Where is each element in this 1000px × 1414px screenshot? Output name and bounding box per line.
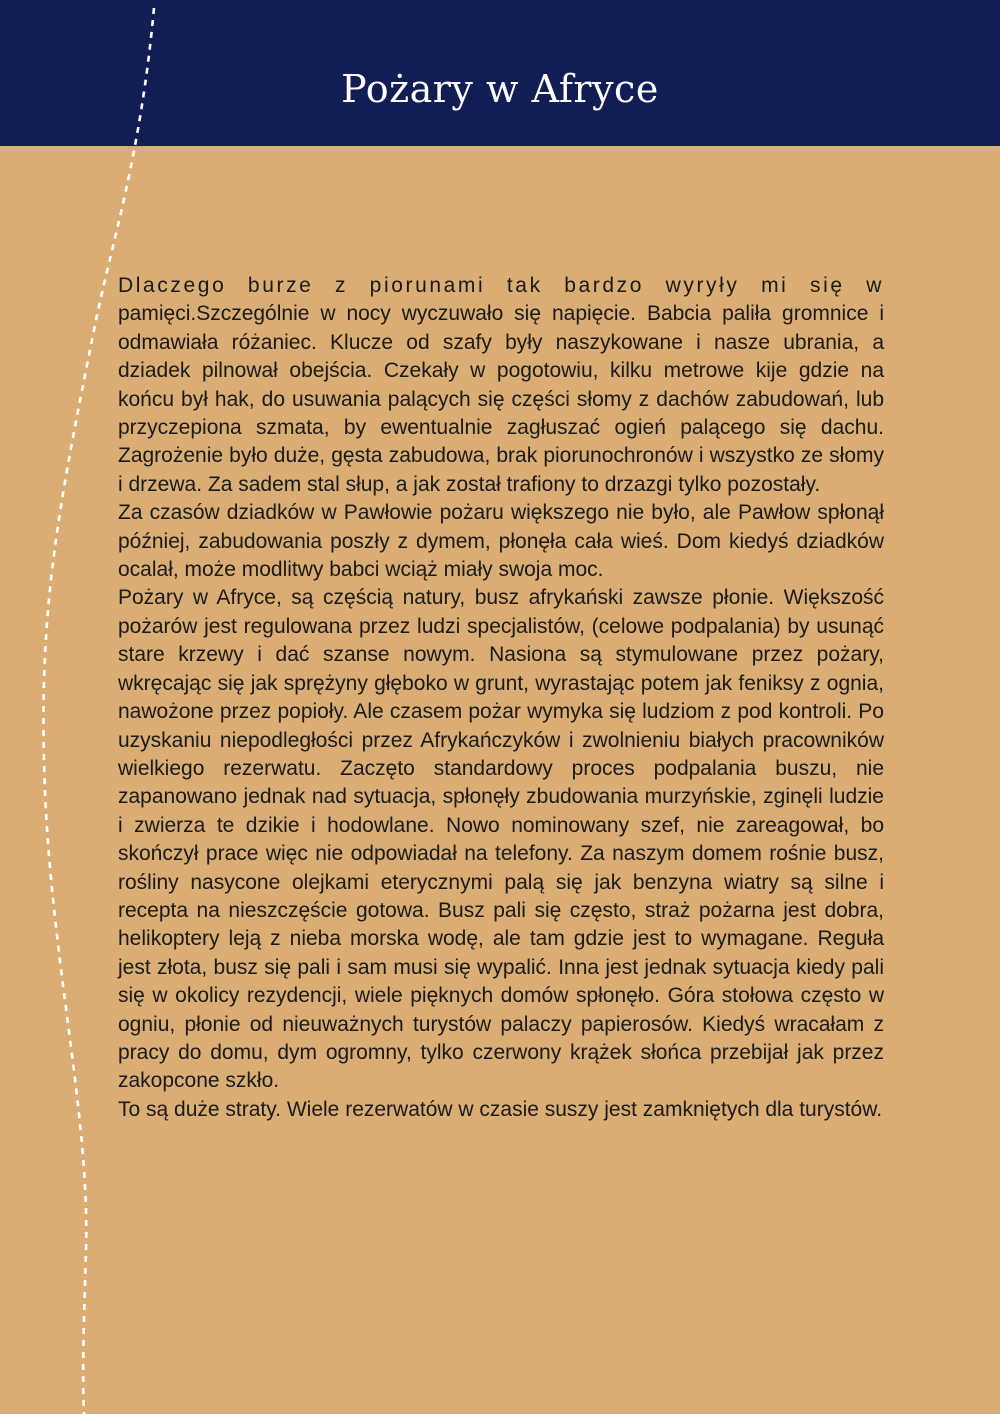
article-paragraph-1: Dlaczego burze z piorunami tak bardzo wyryły mi się w pamięci.Szczególnie w nocy wyczuwało się napięcie. Babcia paliła gromnice i odmawiała różaniec. Klucze od szafy były naszykowane i nasze ubrania, a dziadek pilnował obejścia. Czekały w pogotowiu, kilku metrowe kije gdzie na końcu był hak, do usuwania palących się części słomy z dachów zabudowań, lub przyczepiona szmata, by ewentualnie zagłuszać ogień palącego się dachu. Zagrożenie było duże, gęsta zabudowa, brak piorunochronów i wszystko ze słomy i drzewa. Za sadem stal słup, a jak został trafiony to drzazgi tylko pozostały. — [118, 274, 884, 496]
page-title: Pożary w Afryce — [341, 67, 659, 111]
article-body — [118, 272, 884, 1124]
article-paragraph-3: Pożary w Afryce, są częścią natury, busz afrykański zawsze płonie. Większość pożarów jest regulowana przez ludzi specjalistów, (celowe podpalania) by usunąć stare krzewy i dać szanse nowym. Nasiona są stymulowane przez pożary, wkręcając się jak sprężyny głęboko w grunt, wyrastając potem jak feniksy z ognia, nawożone przez popioły. Ale czasem pożar wymyka się ludziom z pod kontroli. Po uzyskaniu niepodległości przez Afrykańczyków i zwolnieniu białych pracowników wielkiego rezerwatu. Zaczęto standardowy proces podpalania buszu, nie zapanowano jednak nad sytuacja, spłonęły zbudowania murzyńskie, zginęli ludzie i zwierza te dzikie i hodowlane. Nowo nominowany szef, nie zareagował, bo skończył prace więc nie odpowiadał na telefony. Za naszym domem rośnie busz, rośliny nasycone olejkami eterycznymi palą się jak benzyna wiatry są silne i recepta na nieszczęście gotowa. Busz pali się często, straż pożarna jest dobra, helikoptery leją z nieba morska wodę, ale tam gdzie jest to wymagane. Reguła jest złota, busz się pali i sam musi się wypalić. Inna jest jednak sytuacja kiedy pali się w okolicy rezydencji, wiele pięknych domów spłonęło. Góra stołowa często w ogniu, płonie od nieuważnych turystów palaczy papierosów. Kiedyś wracałam z pracy do domu, dym ogromny, tylko czerwony krążek słońca przebijał jak przez zakopcone szkło. — [118, 586, 884, 1093]
article-paragraph-4: To są duże straty. Wiele rezerwatów w czasie suszy jest zamkniętych dla turystów. — [118, 1097, 883, 1121]
article-paragraph-2: Za czasów dziadków w Pawłowie pożaru większego nie było, ale Pawłow spłonął później, zabudowania poszły z dymem, płonęła cała wieś. Dom kiedyś dziadków ocalał, może modlitwy babci wciąż miały swoja moc. — [118, 501, 884, 582]
